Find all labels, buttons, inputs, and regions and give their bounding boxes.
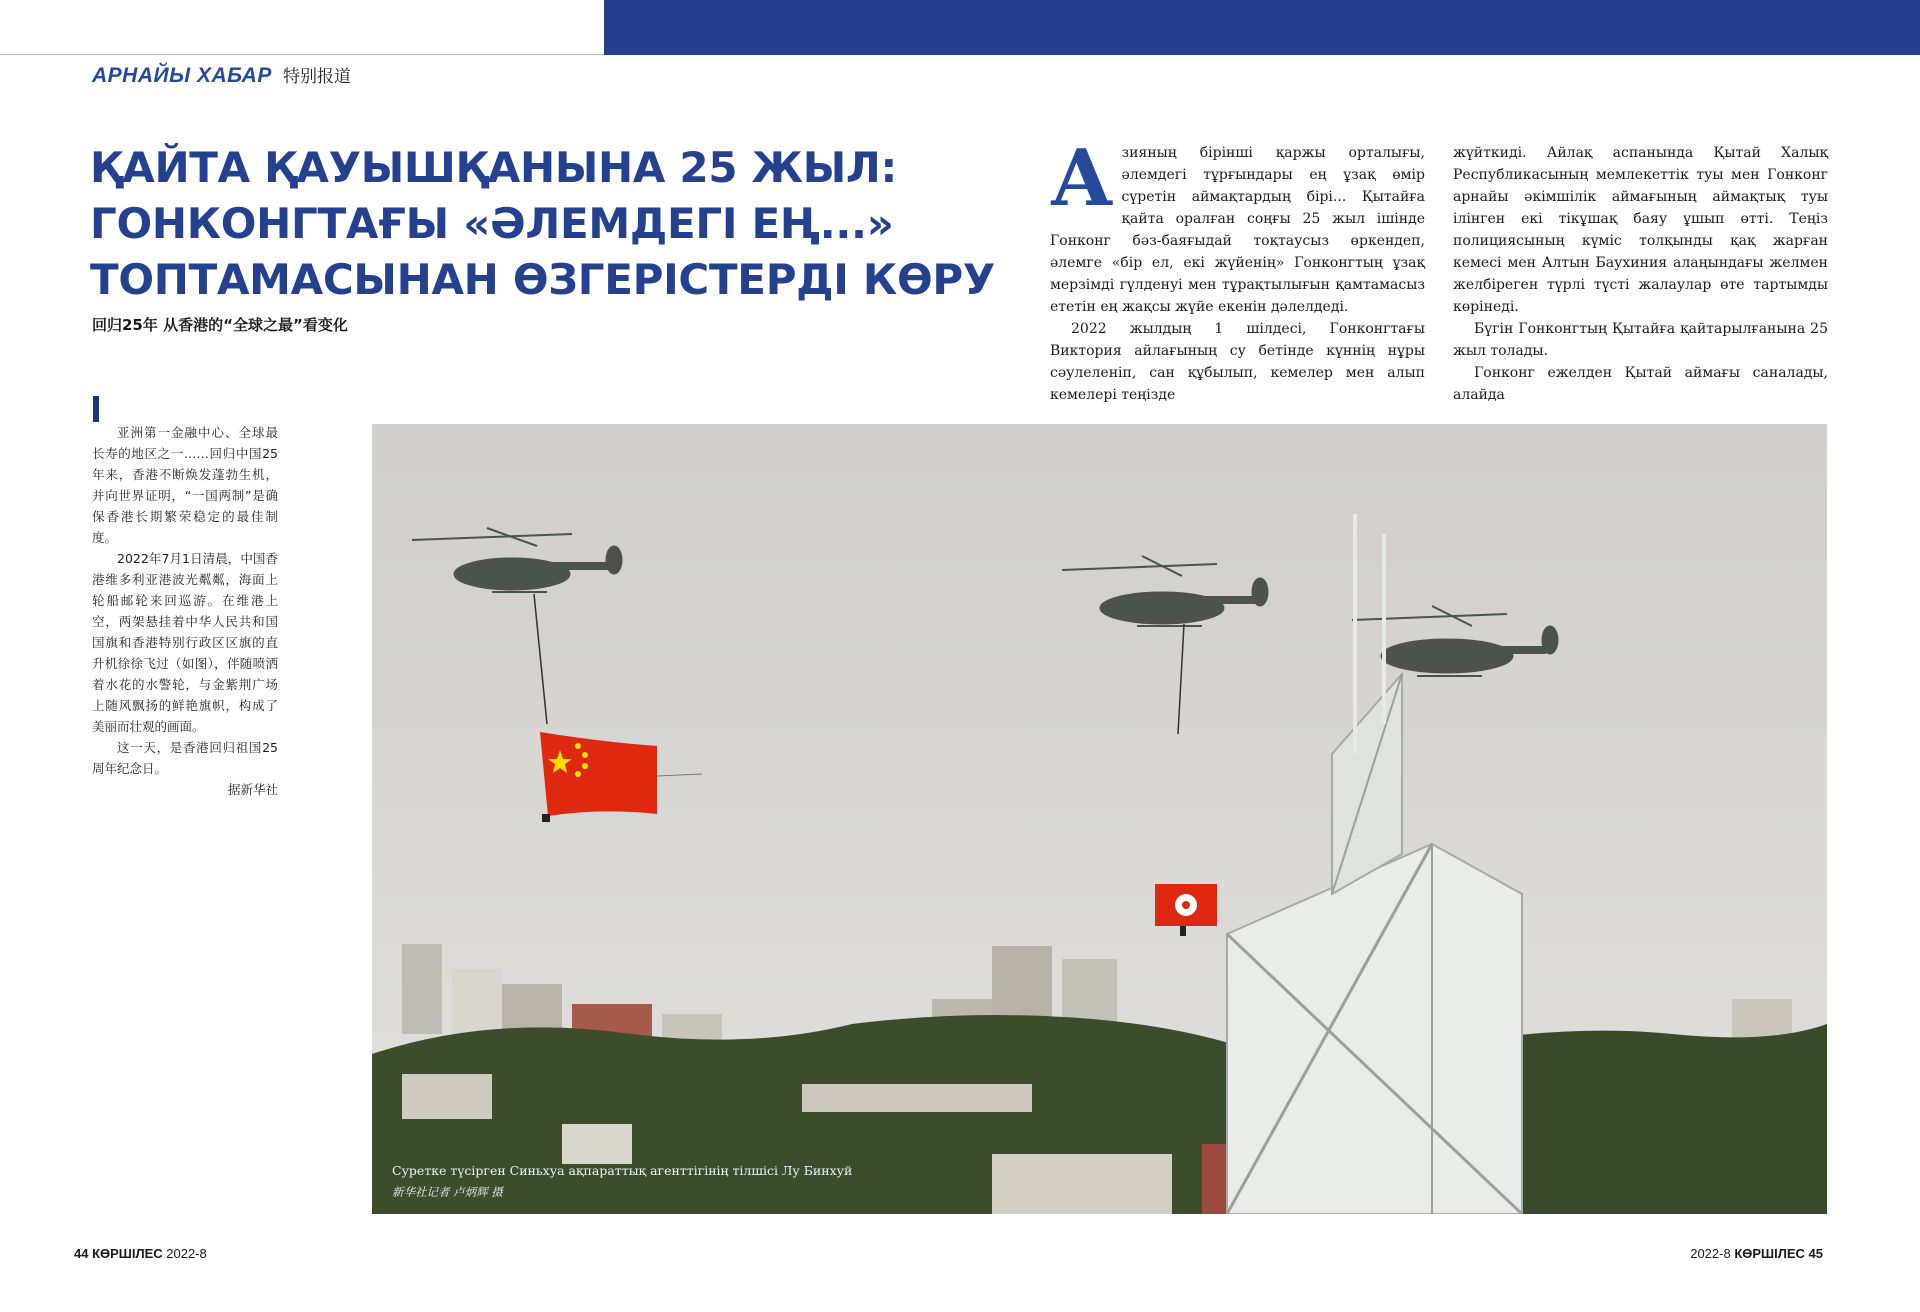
paragraph-text: зияның бірінші қаржы орталығы, әлемдегі тұрғындары ең ұзақ өмір сүретін аймақтардың бірі... Қытайға қайта оралған соңғы 25 жыл ішінде Гонконг бәз-баяғыдай тоқтаусыз өркендеп, әлемге «бір ел, екі жүйенің» Гонконгтың ұзақ мерзімді гүлденуі мен тұрақтылығын қамтамасыз ететін ең жақсы жүйе екенін дәлелдеді. <box>1050 145 1425 315</box>
drop-cap: А <box>1050 133 1114 224</box>
paragraph: 这一天，是香港回归祖国25周年纪念日。 <box>92 740 278 776</box>
paragraph: Бүгін Гонконгтың Қытайға қайтарылғанына 25 жыл толады. <box>1453 321 1828 359</box>
page-number: 45 <box>1808 1246 1823 1261</box>
headline-line-1: ҚАЙТА ҚАУЫШҚАНЫНА 25 ЖЫЛ: <box>90 143 897 192</box>
header-rule <box>0 54 604 55</box>
page-number: 44 <box>74 1246 89 1261</box>
source-credit: 据新华社 <box>227 782 278 797</box>
issue-number: 2022-8 <box>1690 1246 1731 1261</box>
paragraph: 亚洲第一金融中心、全球最长寿的地区之一……回归中国25年来，香港不断焕发蓬勃生机，并向世界证明，“一国两制”是确保香港长期繁荣稳定的最佳制度。 <box>92 425 278 545</box>
section-label-zh: 特别报道 <box>282 67 351 87</box>
subtitle-zh: 回归25年 从香港的“全球之最”看变化 <box>92 316 348 334</box>
issue-number: 2022-8 <box>166 1246 207 1261</box>
magazine-name: КӨРШІЛЕС <box>1734 1246 1805 1261</box>
section-label-kz: АРНАЙЫ ХАБАР <box>92 64 272 87</box>
photo-helicopters-flags <box>372 424 1827 1214</box>
paragraph: Гонконг ежелден Қытай аймағы саналады, алайда <box>1453 365 1828 403</box>
header-color-bar <box>604 0 1920 55</box>
headline-line-3: ТОПТАМАСЫНАН ӨЗГЕРІСТЕРДІ КӨРУ <box>90 255 995 304</box>
magazine-name: КӨРШІЛЕС <box>92 1246 163 1261</box>
page-footer-right <box>1690 1246 1823 1261</box>
paragraph <box>1050 133 1425 318</box>
article-column-1 <box>1050 133 1425 406</box>
paragraph: жүйткиді. Айлақ аспанында Қытай Халық Республикасының мемлекеттік туы мен Гонконг арнайы әкімшілік аймағының аймақтық туы ілінген екі тікұшақ баяу ұшып өтті. Теңіз полициясының күміс толқынды қақ жарған кемесі мен Алтын Баухиния алаңындағы желмен желбіреген түрлі түсті жалаулар өте тартымды көрінеді. <box>1453 145 1828 315</box>
chinese-summary <box>92 422 278 800</box>
page-footer-left <box>74 1246 207 1261</box>
photo-caption-zh: 新华社记者 卢炳辉 摄 <box>392 1185 503 1199</box>
photo-caption-kz: Суретке түсірген Синьхуа ақпараттық агенттігінің тілшісі Лу Бинхуй <box>392 1163 853 1178</box>
sidebar-marker <box>93 396 99 422</box>
section-label <box>92 62 351 88</box>
headline-line-2: ГОНКОНГТАҒЫ «ӘЛЕМДЕГІ ЕҢ...» <box>90 199 894 248</box>
paragraph: 2022年7月1日清晨，中国香港维多利亚港波光粼粼，海面上轮船邮轮来回巡游。在维港上空，两架悬挂着中华人民共和国国旗和香港特别行政区区旗的直升机徐徐飞过（如图），伴随喷洒着水花的水警轮，与金紫荆广场上随风飘扬的鲜艳旗帜，构成了美丽而壮观的画面。 <box>92 551 278 734</box>
paragraph: 2022 жылдың 1 шілдесі, Гонконгтағы Виктория айлағының су бетінде күннің нұры сәулеленіп, сан құбылып, кемелер мен алып кемелері теңізде <box>1050 321 1425 403</box>
article-headline <box>90 140 995 308</box>
article-column-2 <box>1453 142 1828 406</box>
